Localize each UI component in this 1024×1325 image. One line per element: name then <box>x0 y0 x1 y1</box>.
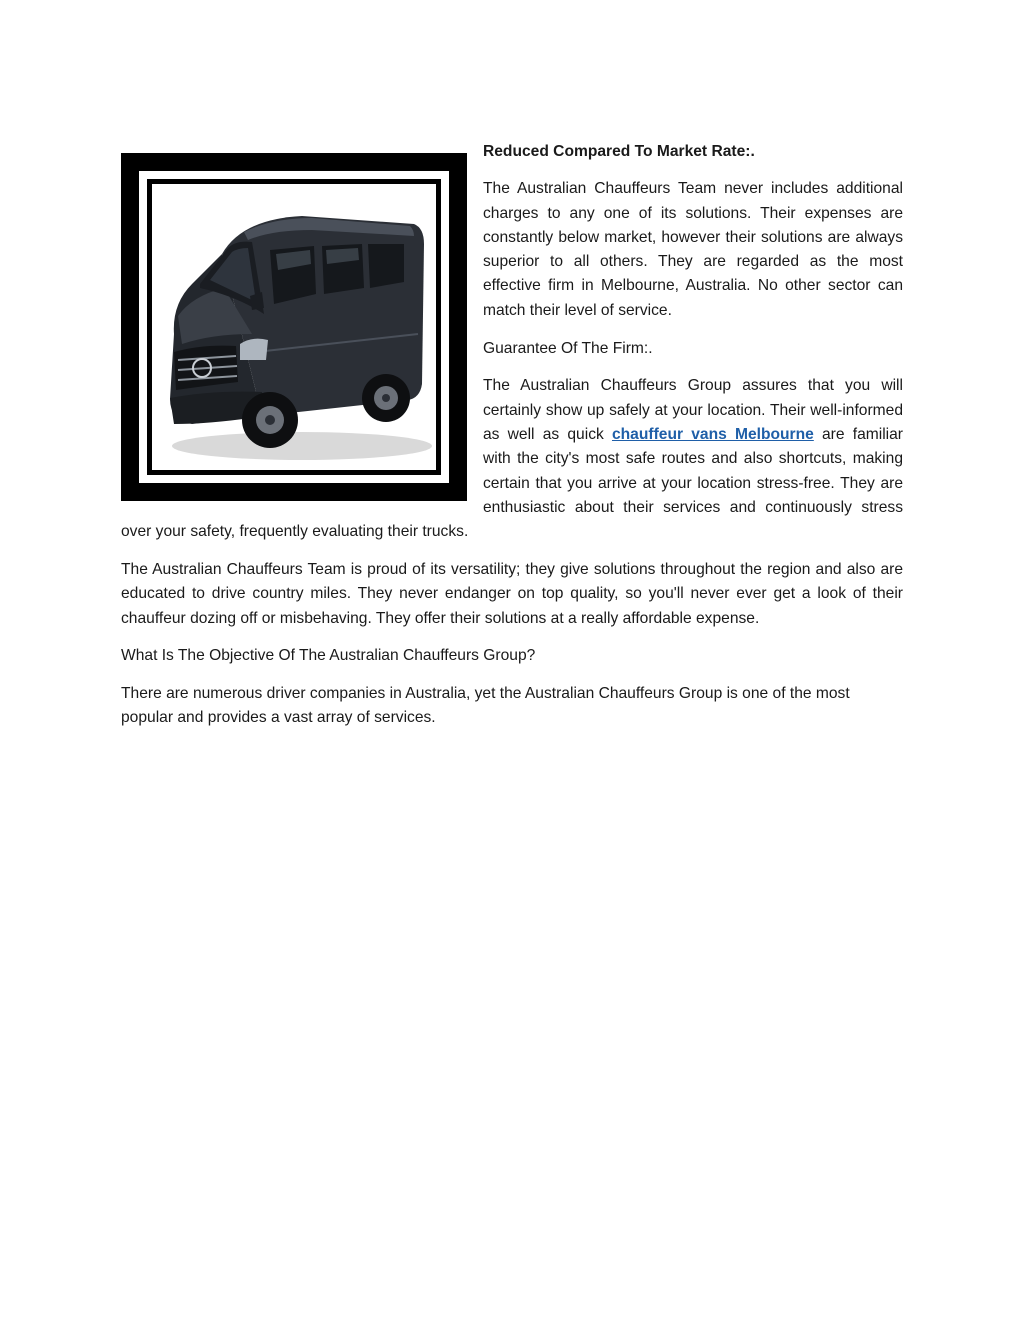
section-heading-guarantee: Guarantee Of The Firm:. <box>483 339 653 357</box>
van-photo-frame <box>121 153 467 501</box>
paragraph-guarantee-text-after: are familiar with the city's most safe routes and also shortcuts, making certain that you arrive at your location stress-free. They are enthusiastic about their services and continuously stress over your safety, frequently evaluating their trucks. <box>121 425 903 541</box>
frame-white-ring <box>139 171 449 483</box>
section-heading-objective: What Is The Objective Of The Australian Chauffeurs Group? <box>121 647 536 665</box>
document-page <box>121 140 903 744</box>
van-photo <box>152 184 436 470</box>
chauffeur-vans-melbourne-link[interactable]: chauffeur vans Melbourne <box>611 425 814 443</box>
paragraph-objective: There are numerous driver companies in Australia, yet the Australian Chauffeurs Group is one of the most popular and provides a vast array of services. <box>121 685 850 727</box>
section-heading-market-rate: Reduced Compared To Market Rate:. <box>483 143 755 160</box>
paragraph-pricing: The Australian Chauffeurs Team never includes additional charges to any one of its solutions. Their expenses are constantly below market, however their solutions are always superior to all others. They are regarded as the most effective firm in Melbourne, Australia. No other sector can match their level of service. <box>483 180 903 319</box>
frame-inner-border <box>147 179 441 475</box>
paragraph-guarantee-text-before: The Australian Chauffeurs Group assures that you will certainly show up safely at your location. Their well-informed as well as quick <box>483 377 903 443</box>
paragraph-versatility: The Australian Chauffeurs Team is proud of its versatility; they give solutions throughout the region and also are educated to drive country miles. They never endanger on top quality, so you'll never ever get a look of their chauffeur dozing off or misbehaving. They offer their solutions at a really affordable expense. <box>121 560 903 627</box>
van-illustration <box>152 184 436 470</box>
